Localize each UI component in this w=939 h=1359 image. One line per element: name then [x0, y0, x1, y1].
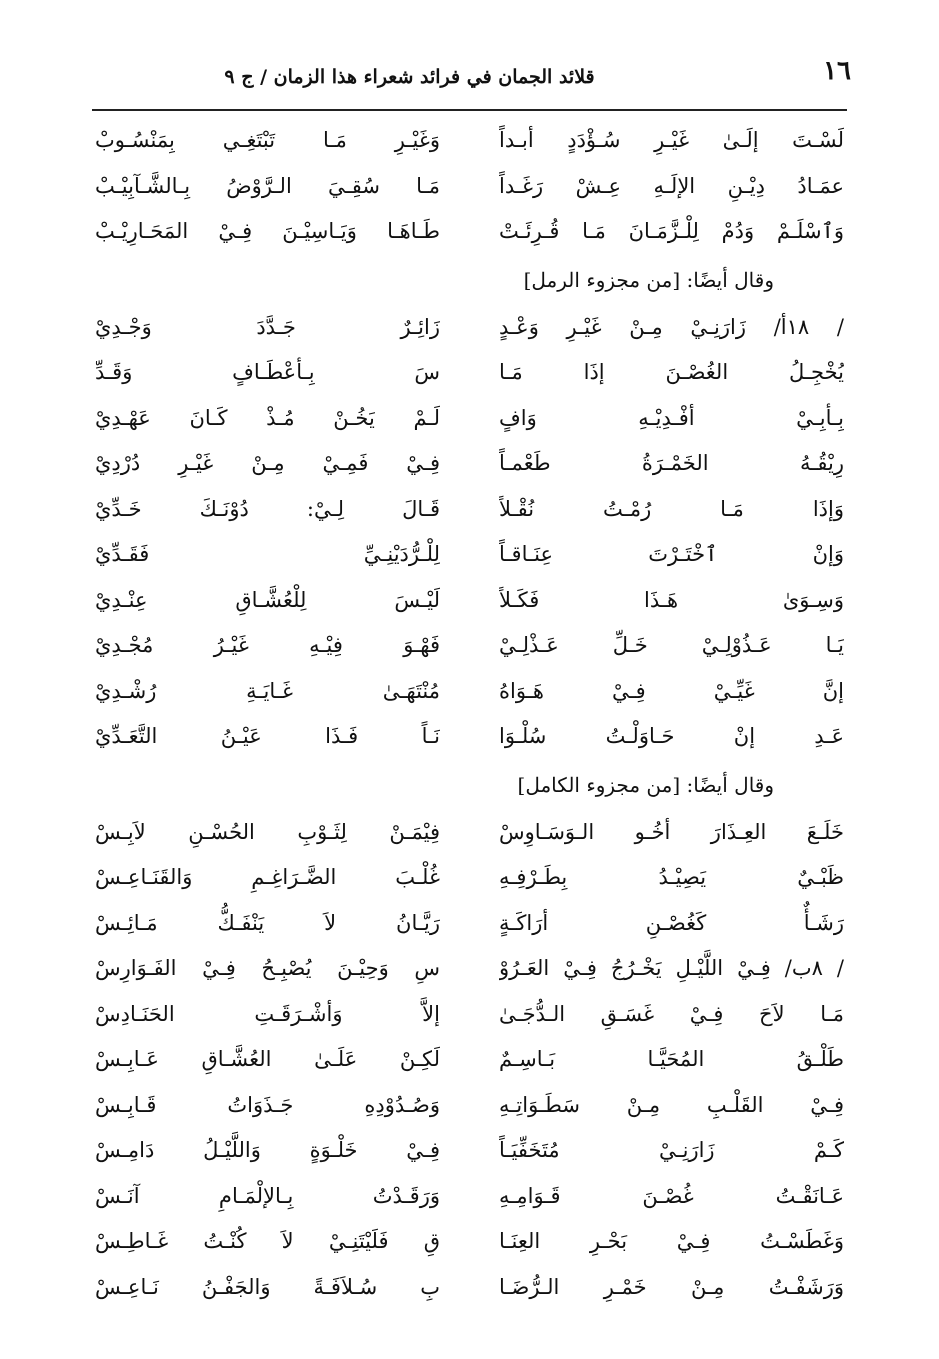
verse-second-hemistich: مُنْتَهَـىٰ غَـايَـةِ رُشْـدِيْ: [95, 678, 440, 703]
verse-line: [95, 901, 844, 947]
poem-section: [95, 118, 844, 255]
verse-line: [95, 1128, 844, 1174]
verse-second-hemistich: لَـمْ يَخُـنْ مُـذْ كَـانَ عَهْـدِيْ: [95, 405, 440, 430]
verse-second-hemistich: طَـاهَـا وَيَـاسِيْـنَ فِـيْ المَحَـارِيْـبْ: [95, 219, 440, 243]
verse-first-hemistich: وَإنْ ٱخْتَـرْتَ عِنَـاقـاً: [499, 542, 844, 566]
verse-first-hemistich: وَرَشَفْـتُ مِـنْ خَمْـرِ الـرُّضَـا: [499, 1274, 844, 1299]
verse-first-hemistich: وَغَطَسْـتُ فِـيْ بَحْـرِ العِنَـا: [499, 1229, 844, 1253]
verse-line: [95, 118, 844, 164]
verse-first-hemistich: يُخْجِـلُ الغُصْـنَ إذَا مَـا: [499, 360, 844, 384]
verse-second-hemistich: بِ سُـلاَفَـةً وَالجَفْـنُ نَـاعِـسْ: [95, 1274, 440, 1299]
verse-line: [95, 209, 844, 255]
verse-line: [95, 714, 844, 760]
verse-line: [95, 305, 844, 351]
verse-first-hemistich: رَشَـأٌ كَغُصْـنِ أرَاكَـةٍ: [499, 910, 844, 935]
verse-line: [95, 810, 844, 856]
verse-second-hemistich: فِيْمَـنْ لِثَـوْبِ الحُسْـنِ لاَبِـسْ: [95, 819, 440, 844]
verse-second-hemistich: قَـالَ لِـيْ: دُوْنَـكَ خَـدِّيْ: [95, 496, 440, 521]
verse-line: [95, 946, 844, 992]
section-heading: وقال أيضًا: [من مجزوء الكامل]: [517, 772, 774, 797]
verse-second-hemistich: لِلْـرُّدَيْنِـيِّ فَقَـدِّيْ: [95, 542, 440, 566]
verse-first-hemistich: عَـانَقْـتُ غُصْـنَ قَـوَامِـهِ: [499, 1183, 844, 1208]
verse-line: [95, 578, 844, 624]
verse-line: [95, 396, 844, 442]
verse-second-hemistich: غُلْـبَ الضَّـرَاغِـمِ وَالقَنَـاعِـسْ: [95, 865, 440, 889]
verse-first-hemistich: مَـا لاَحَ فِـيْ غَسَـقِ الـدُّجَـىٰ: [499, 1001, 844, 1026]
verse-first-hemistich: عمَـادُ دِيْـنِ الإلَـهِ عِـشْ رَغَـداً: [499, 173, 844, 198]
verse-line: [95, 1083, 844, 1129]
verse-first-hemistich: / ٨ب/ فِـيْ اللَّيْـلِ يَخْـرُجُ فِـيْ العَـرُوْ: [499, 956, 844, 980]
verse-second-hemistich: زَائِـرٌ جَـدَّدَ وَجْـدِيْ: [95, 314, 440, 339]
verse-line: [95, 669, 844, 715]
verse-second-hemistich: نَـاً فَـذَا عَيْـنُ التَّعَـدِّيْ: [95, 724, 440, 748]
verse-first-hemistich: بِـأبِـيْ أفْـدِيْـهِ وَافٍ: [499, 405, 844, 430]
verse-second-hemistich: رَيَّـانُ لاَ يَنْفَـكُّ مَـائِـسْ: [95, 910, 440, 935]
verse-line: [95, 1037, 844, 1083]
verse-first-hemistich: خَلَـعَ العِـذَارَ أخُـو الـوَسَـاوِسْ: [499, 819, 844, 844]
verse-first-hemistich: يَـا عَـذُوْلِـيْ خَـلِّ عَـذْلِـيْ: [499, 633, 844, 657]
verse-line: [95, 441, 844, 487]
verse-first-hemistich: رِيْقُـهُ الخَمْـرَةُ طَعْمـاً: [499, 451, 844, 475]
verse-second-hemistich: فَهْـوَ فِيْـهِ غَيْـرُ مُجْـدِيْ: [95, 633, 440, 657]
poem-section: [95, 255, 844, 760]
verse-first-hemistich: ظَبْـيٌ يَصِيْـدُ بِطَـرْفِـهِ: [499, 865, 844, 889]
poem-body: [95, 118, 844, 1310]
verse-line: [95, 487, 844, 533]
verse-first-hemistich: كَـمْ زَارَنِـيْ مُتَخَفِّيَـاً: [499, 1138, 844, 1162]
verse-line: [95, 164, 844, 210]
verse-second-hemistich: لَكِـنْ عَلَـىٰ العُشَّـاقِ عَـابِـسْ: [95, 1047, 440, 1071]
verse-first-hemistich: لَسْـتَ إلَـىٰ غَيْـرِ سُـؤْدَدٍ أبـداً: [499, 128, 844, 152]
verse-second-hemistich: سِ وَحِيْـنَ يُصْبِـحُ فِـيْ الفَـوَارِسْ: [95, 956, 440, 980]
verse-line: [95, 623, 844, 669]
verse-first-hemistich: عَـدِ إنْ حَـاوَلْـتُ سُلْـوَا: [499, 724, 844, 748]
header-rule: [92, 109, 847, 111]
verse-line: [95, 1174, 844, 1220]
verse-second-hemistich: إلاَّ وَأشْـرَقَـتِ الحَنَـادِسْ: [95, 1001, 440, 1026]
verse-line: [95, 992, 844, 1038]
verse-line: [95, 532, 844, 578]
verse-second-hemistich: فِـيْ فَمِـيْ مِـنْ غَيْـرِ دُرْدِيْ: [95, 451, 440, 475]
verse-first-hemistich: إنَّ غَيِّـيْ فِـيْ هَـوَاهُ: [499, 678, 844, 703]
verse-first-hemistich: طَلْـقُ المُحَيَّـا بَـاسِـمٌ: [499, 1047, 844, 1071]
verse-second-hemistich: وَصُـدُوْدِهِ جَـذَوَاتُ قَـابِـسْ: [95, 1092, 440, 1117]
section-heading: وقال أيضًا: [من مجزوء الرمل]: [523, 267, 774, 292]
verse-second-hemistich: وَغَيْـرِ مَـا تَبْتَغِـي بِمَنْسُـوبْ: [95, 128, 440, 152]
verse-second-hemistich: وَرَقَـدْتُ بِـالإلْمَـامِ آنَـسْ: [95, 1183, 440, 1208]
verse-second-hemistich: قِ فَلَيْتَنِـيْ لاَ كُنْـتُ غَـاطِـسْ: [95, 1229, 440, 1253]
verse-line: [95, 350, 844, 396]
verse-first-hemistich: / ١٨أ/ زَارَنِـيْ مِـنْ غَيْـرِ وَعْـدٍ: [499, 314, 844, 339]
verse-second-hemistich: لَيْـسَ لِلْعُشَّـاقِ عِنْـدِيْ: [95, 587, 440, 612]
verse-second-hemistich: مَـا سُقِـيَ الـرَّوْضُ بِـالشَّـآبِيْـبْ: [95, 173, 440, 198]
poem-section: [95, 760, 844, 1311]
verse-first-hemistich: وَٱسْلَـمْ وَدُمْ لِلْـزَّمَـانَ مَـا قُـرِئَـتْ: [499, 219, 844, 243]
verse-first-hemistich: فِـيْ القَلْـبِ مِـنْ سَطَـوَاتِـهِ: [499, 1092, 844, 1117]
verse-second-hemistich: فِـيْ خَلْـوَةٍ وَاللَّيْـلُ دَامِـسْ: [95, 1138, 440, 1162]
verse-second-hemistich: سَ بِـأعْطَـافٍ وَقَـدِّ: [95, 360, 440, 384]
verse-line: [95, 1219, 844, 1265]
running-title: قلائد الجمان في فرائد شعراء هذا الزمان / ج ٩: [224, 66, 595, 88]
verse-line: [95, 855, 844, 901]
verse-first-hemistich: وَإذَا مَـا رُمْـتُ نُقْـلاً: [499, 496, 844, 521]
verse-line: [95, 1265, 844, 1311]
verse-first-hemistich: وَسِـوَىٰ هَـذَا فَكَـلاً: [499, 587, 844, 612]
page-number: ١٦: [823, 56, 851, 86]
